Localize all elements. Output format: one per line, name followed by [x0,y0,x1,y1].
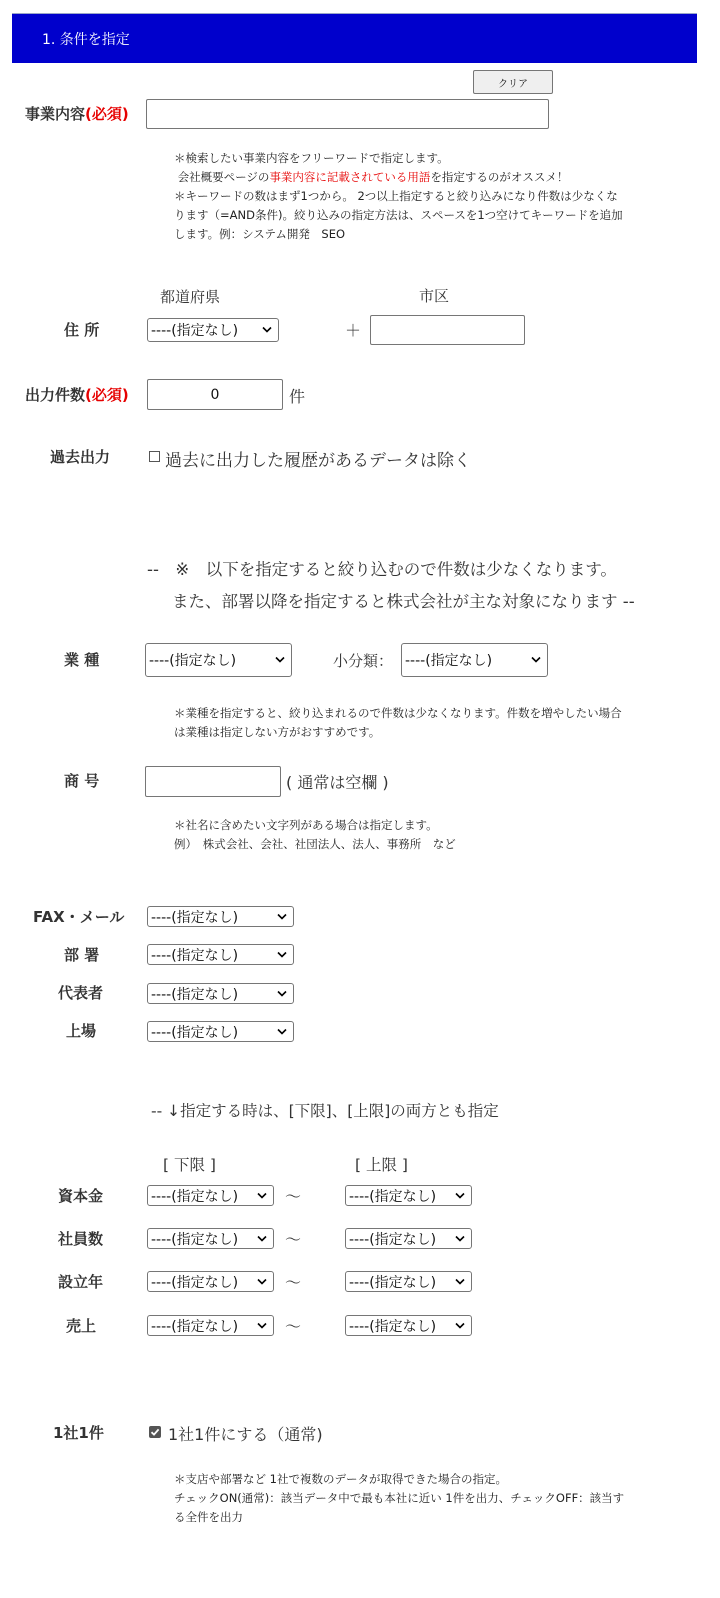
prefecture-select[interactable] [147,318,279,342]
business-note [174,149,623,244]
required-marker: (必須) [85,386,129,404]
trade-name-input[interactable] [145,766,281,797]
capital-upper-value: ----(指定なし) [349,1188,437,1205]
business-note-emphasis: 事業内容に記載されている用語 [269,170,431,184]
employees-lower-select[interactable] [147,1228,274,1249]
trade-name-note [174,816,456,854]
founded-lower-value: ----(指定なし) [151,1274,239,1291]
one-per-company-checkbox[interactable] [149,1426,161,1438]
chevron-down-icon [455,1190,465,1200]
chevron-down-icon [455,1320,465,1330]
one-per-company-note-line: ＊支店や部署など 1社で複数のデータが取得できた場合の指定。 [174,1472,507,1486]
checkmark-icon [150,1427,160,1437]
range-notice: -- ↓指定する時は、[下限]、[上限]の両方とも指定 [151,1102,499,1120]
sales-upper-select[interactable] [345,1315,472,1336]
business-note-line: ＊検索したい事業内容をフリーワードで指定します。 [174,151,449,165]
prefecture-heading: 都道府県 [160,288,221,306]
representative-select-value: ----(指定なし) [151,986,239,1003]
exclude-past-output-label: 過去に出力した履歴があるデータは除く [165,451,471,471]
narrow-notice-line2: また、部署以降を指定すると株式会社が主な対象になります -- [172,592,635,611]
narrow-notice-line1: -- ※ 以下を指定すると絞り込むので件数は少なくなります。 [147,560,617,579]
employees-upper-select[interactable] [345,1228,472,1249]
chevron-down-icon [275,655,285,665]
address-label: 住 所 [64,321,100,339]
chevron-down-icon [262,325,272,335]
representative-label: 代表者 [58,984,104,1002]
business-content-input[interactable] [146,99,549,129]
chevron-down-icon [455,1233,465,1243]
chevron-down-icon [277,988,287,998]
capital-upper-select[interactable] [345,1185,472,1206]
trade-name-label: 商 号 [64,772,100,790]
past-output-label: 過去出力 [50,448,111,466]
business-note-line: ります（=AND条件)。絞り込みの指定方法は、スペースを1つ空けてキーワードを追加 [174,208,623,222]
industry-select-value: ----(指定なし) [149,653,237,669]
exclude-past-output-checkbox[interactable] [149,451,160,462]
one-per-company-label: 1社1件 [53,1424,104,1442]
business-note-line [174,168,623,187]
listing-select[interactable] [147,1021,294,1042]
range-tilde: 〜 [285,1230,302,1249]
upper-bound-heading: [ 上限 ] [355,1156,408,1174]
founded-lower-select[interactable] [147,1271,274,1292]
fax-mail-select-value: ----(指定なし) [151,909,239,926]
output-count-label-text: 出力件数 [25,386,86,404]
founded-upper-select[interactable] [345,1271,472,1292]
business-label [25,103,129,124]
range-tilde: 〜 [285,1317,302,1336]
fax-mail-select[interactable] [147,906,294,927]
sales-lower-select[interactable] [147,1315,274,1336]
business-label-text: 事業内容 [25,105,86,123]
founded-upper-value: ----(指定なし) [349,1274,437,1291]
department-label: 部 署 [64,946,100,964]
chevron-down-icon [277,949,287,959]
capital-lower-select[interactable] [147,1185,274,1206]
industry-note-line: は業種は指定しない方がおすすめです。 [174,725,381,739]
one-per-company-note-line: る全件を出力 [174,1510,243,1524]
listing-label: 上場 [66,1022,97,1040]
chevron-down-icon [257,1233,267,1243]
trade-name-note-line: ＊社名に含めたい文字列がある場合は指定します。 [174,818,438,832]
city-heading: 市区 [419,287,450,305]
sales-label: 売上 [66,1317,97,1335]
section-header [12,13,697,63]
founded-label: 設立年 [58,1273,104,1291]
employees-upper-value: ----(指定なし) [349,1231,437,1248]
one-per-company-note-line: チェックON(通常)：該当データ中で最も本社に近い 1件を出力、チェックOFF：該当す [174,1491,625,1505]
chevron-down-icon [531,655,541,665]
subcategory-select[interactable] [401,643,548,677]
required-marker: (必須) [85,105,129,123]
city-input[interactable] [370,315,525,345]
chevron-down-icon [277,1026,287,1036]
one-per-company-note [174,1470,624,1527]
chevron-down-icon [277,911,287,921]
one-per-company-checkbox-label: 1社1件にする（通常) [168,1425,323,1444]
listing-select-value: ----(指定なし) [151,1024,239,1041]
industry-label: 業 種 [64,651,100,669]
capital-label: 資本金 [58,1187,104,1205]
industry-note-line: ＊業種を指定すると、絞り込まれるので件数は少なくなります。件数を増やしたい場合 [174,706,622,720]
section-title: 1. 条件を指定 [42,32,130,48]
employees-label: 社員数 [58,1230,104,1248]
lower-bound-heading: [ 下限 ] [163,1156,216,1174]
employees-lower-value: ----(指定なし) [151,1231,239,1248]
range-tilde: 〜 [285,1187,302,1206]
trade-name-hint: ( 通常は空欄 ) [286,773,389,792]
output-count-label [25,384,129,405]
prefecture-select-value: ----(指定なし) [151,323,239,339]
chevron-down-icon [257,1320,267,1330]
sales-upper-value: ----(指定なし) [349,1318,437,1335]
output-count-input[interactable]: 0 [147,379,283,410]
chevron-down-icon [257,1276,267,1286]
capital-lower-value: ----(指定なし) [151,1188,239,1205]
subcategory-label: 小分類： [333,652,394,670]
business-note-text: を指定するのがオススメ！ [430,170,569,184]
department-select[interactable] [147,944,294,965]
range-tilde: 〜 [285,1273,302,1292]
subcategory-select-value: ----(指定なし) [405,653,493,669]
trade-name-note-line: 例） 株式会社、会社、社団法人、法人、事務所 など [174,837,456,851]
output-count-unit: 件 [289,387,306,406]
clear-button[interactable]: クリア [473,70,553,94]
business-note-line: ＊キーワードの数はまず1つから。 2つ以上指定すると絞り込みになり件数は少なくな [174,189,618,203]
fax-mail-label: FAX・メール [33,908,125,926]
industry-select[interactable] [145,643,292,677]
department-select-value: ----(指定なし) [151,947,239,964]
industry-note [174,704,622,742]
sales-lower-value: ----(指定なし) [151,1318,239,1335]
business-note-text: 会社概要ページの [177,170,270,184]
representative-select[interactable] [147,983,294,1004]
plus-sign: ＋ [345,321,362,340]
chevron-down-icon [257,1190,267,1200]
business-note-line: します。例：システム開発 SEO [174,227,346,241]
chevron-down-icon [455,1276,465,1286]
